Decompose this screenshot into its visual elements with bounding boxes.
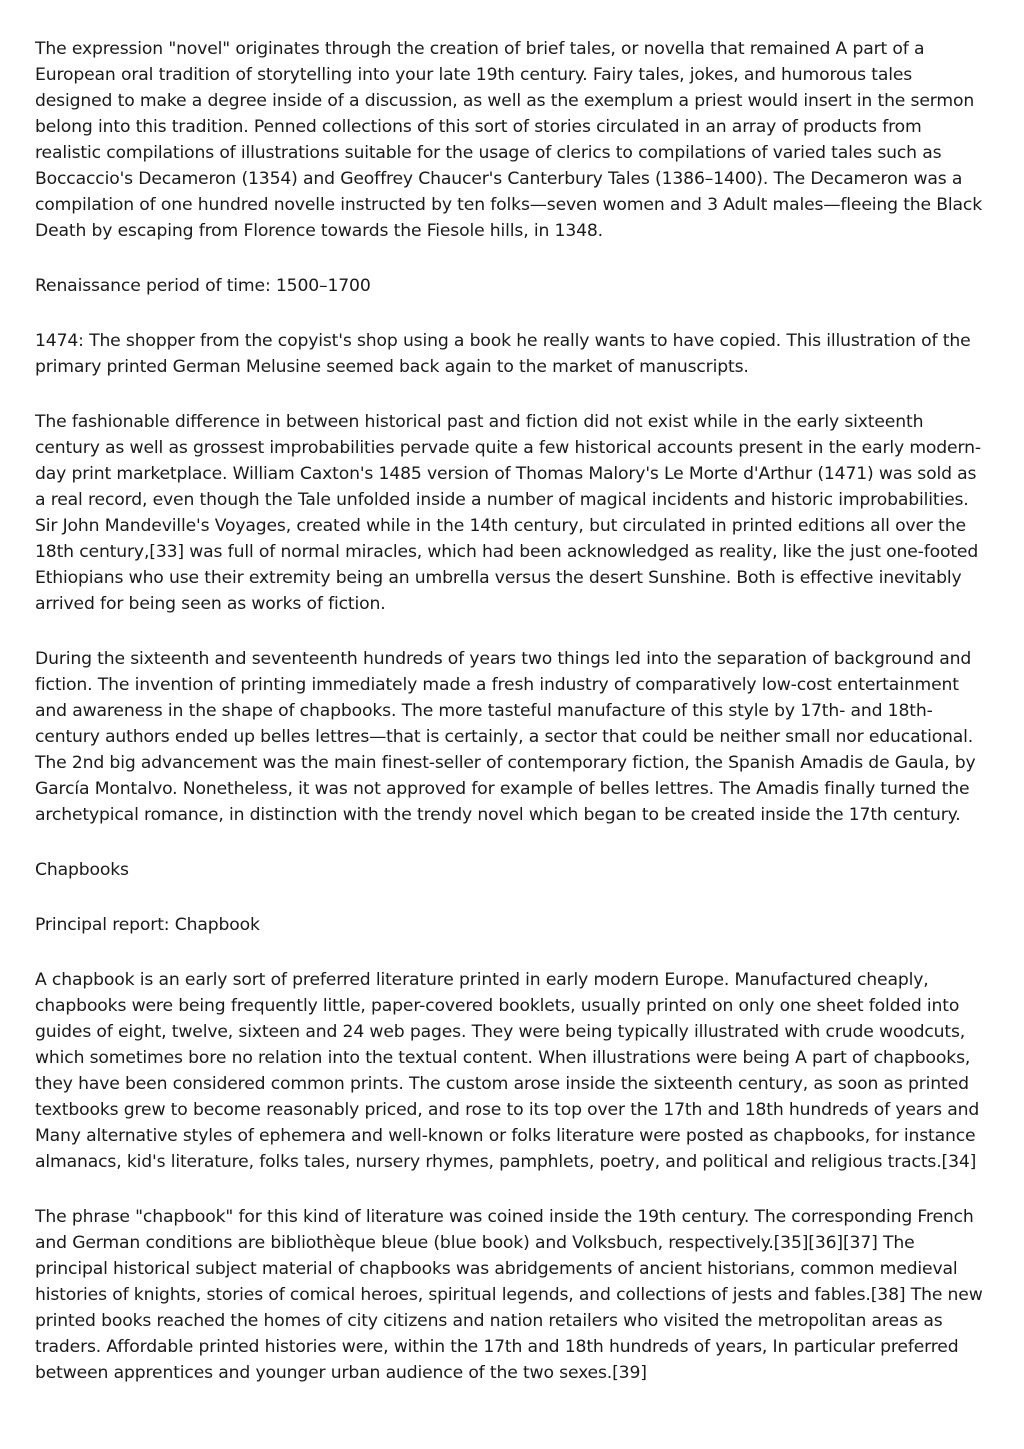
paragraph-chapbook-definition: A chapbook is an early sort of preferred literature printed in early modern Europe. Manufactured cheaply, chapbooks were being frequently little, paper-covered booklets, usually printed on only one sheet folded into guides of eight, twelve, sixteen and 24 web pages. They were being typically illustrated with crude woodcuts, which sometimes bore no relation into the textual content. When illustrations were being A part of chapbooks, they have been considered common prints. The custom arose inside the sixteenth century, as soon as printed textbooks grew to become reasonably priced, and rose to its top over the 17th and 18th hundreds of years and Many alternative styles of ephemera and well-known or folks literature were posted as chapbooks, for instance almanacs, kid's literature, folks tales, nursery rhymes, pamphlets, poetry, and political and religious tracts.[34]	[35, 970, 980, 1172]
paragraph-novel-origins: The expression "novel" originates through the creation of brief tales, or novella that remained A part of a European oral tradition of storytelling into your late 19th century. Fairy tales, jokes, and humorous tales designed to make a degree inside of a discussion, as well as the exemplum a priest would insert in the sermon belong into this tradition. Penned collections of this sort of stories circulated in an array of products from realistic compilations of illustrations suitable for the usage of clerics to compilations of varied tales such as Boccaccio's Decameron (1354) and Geoffrey Chaucer's Canterbury Tales (1386–1400). The Decameron was a compilation of one hundred novelle instructed by ten folks—seven women and 3 Adult males—fleeing the Black Death by escaping from Florence towards the Fiesole hills, in 1348.	[35, 39, 983, 241]
paragraph-history-fiction: The fashionable difference in between historical past and fiction did not exist while in the early sixteenth century as well as grossest improbabilities pervade quite a few historical accounts present in the early modern-day print marketplace. William Caxton's 1485 version of Thomas Malory's Le Morte d'Arthur (1471) was sold as a real record, even though the Tale unfolded inside a number of magical incidents and historic improbabilities. Sir John Mandeville's Voyages, created while in the 14th century, but circulated in printed editions all over the 18th century,[33] was full of normal miracles, which had been acknowledged as reality, like the just one-footed Ethiopians who use their extremity being an umbrella versus the desert Sunshine. Both is effective inevitably arrived for being seen as works of fiction.	[35, 412, 981, 614]
paragraph-renaissance-heading: Renaissance period of time: 1500–1700	[35, 276, 371, 296]
paragraph-chapbooks-heading: Chapbooks	[35, 860, 129, 880]
paragraph-chapbook-term: The phrase "chapbook" for this kind of literature was coined inside the 19th century. The corresponding French and German conditions are bibliothèque bleue (blue book) and Volksbuch, respectively.[35][36][37] The principal historical subject material of chapbooks was abridgements of ancient historians, common medieval histories of knights, stories of comical heroes, spiritual legends, and collections of jests and fables.[38] The new printed books reached the homes of city citizens and nation retailers who visited the metropolitan areas as traders. Affordable printed histories were, within the 17th and 18th hundreds of years, In particular preferred between apprentices and younger urban audience of the two sexes.[39]	[35, 1207, 983, 1383]
paragraph-illustration-caption: 1474: The shopper from the copyist's shop using a book he really wants to have copied. This illustration of the primary printed German Melusine seemed back again to the market of manuscripts.	[35, 331, 971, 377]
paragraph-separation: During the sixteenth and seventeenth hundreds of years two things led into the separation of background and fiction. The invention of printing immediately made a fresh industry of comparatively low-cost entertainment and awareness in the shape of chapbooks. The more tasteful manufacture of this style by 17th- and 18th-century authors ended up belles lettres—that is certainly, a sector that could be neither small nor educational. The 2nd big advancement was the main finest-seller of contemporary fiction, the Spanish Amadis de Gaula, by García Montalvo. Nonetheless, it was not approved for example of belles lettres. The Amadis finally turned the archetypical romance, in distinction with the trendy novel which began to be created inside the 17th century.	[35, 649, 976, 825]
paragraph-main-article: Principal report: Chapbook	[35, 915, 260, 935]
